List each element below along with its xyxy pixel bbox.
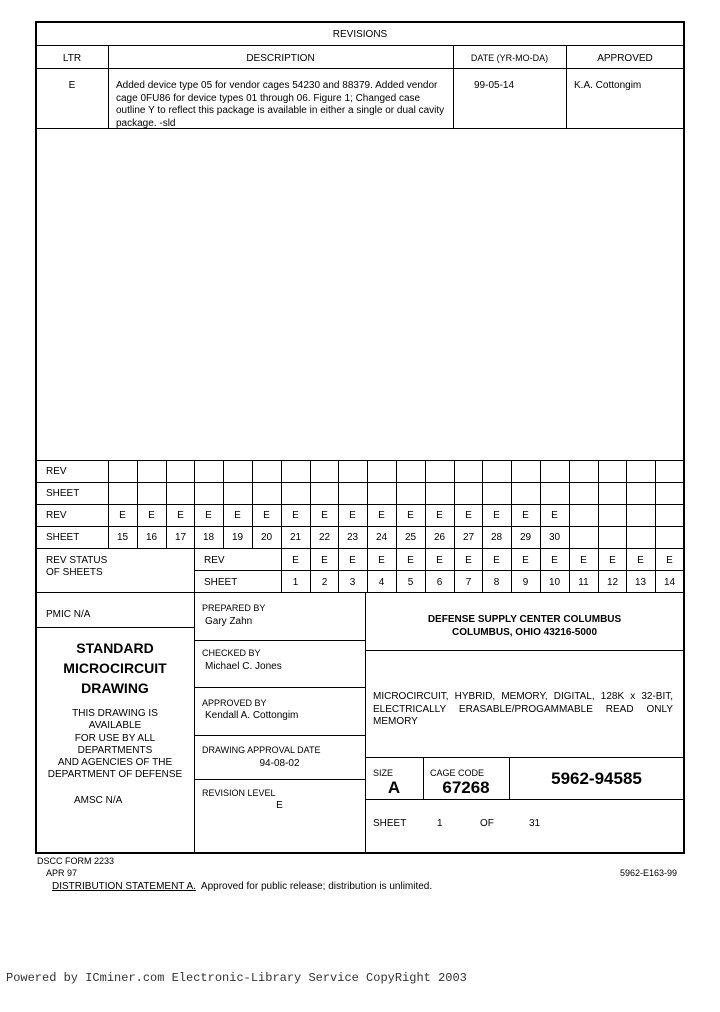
watermark: Powered by ICminer.com Electronic-Library Service CopyRight 2003	[6, 971, 467, 985]
availability-line: THIS DRAWING IS	[72, 708, 158, 719]
availability-line: AND AGENCIES OF THE	[57, 757, 173, 769]
header-description: DESCRIPTION	[246, 53, 315, 64]
distribution-statement	[52, 881, 432, 892]
status-sheet-cell: 7	[465, 577, 472, 588]
sheet-number: 1	[437, 818, 443, 829]
status-rev-cell: E	[522, 555, 529, 566]
status-rev-cell: E	[292, 555, 299, 566]
row-label-rev-1: REV	[46, 466, 67, 477]
rev-cell: E	[321, 510, 328, 521]
distribution-label: DISTRIBUTION STATEMENT A.	[52, 881, 196, 892]
revision-date: 99-05-14	[474, 80, 515, 91]
status-sheet-cell: 4	[378, 577, 385, 588]
grid-divider	[626, 460, 627, 549]
sheet-cell: 30	[548, 532, 561, 543]
availability-line: DEPARTMENTS	[77, 744, 153, 756]
sheet-cell: 27	[462, 532, 475, 543]
sheet-cell: 26	[433, 532, 446, 543]
sheet-cell: 22	[318, 532, 331, 543]
grid-divider	[655, 460, 656, 549]
pmic: PMIC N/A	[46, 609, 91, 620]
sheet-cell: 17	[174, 532, 187, 543]
checked-label: CHECKED BY	[202, 648, 261, 658]
rev-cell: E	[522, 510, 529, 521]
rev-cell: E	[263, 510, 270, 521]
revision-level: E	[276, 800, 283, 811]
sheet-cell: 15	[116, 532, 129, 543]
sheet-cell: 18	[202, 532, 215, 543]
status-rev-cell: E	[465, 555, 472, 566]
status-sheet-cell: 1	[292, 577, 299, 588]
status-rev-cell: E	[637, 555, 644, 566]
status-rev-cell: E	[321, 555, 328, 566]
grid-divider	[569, 460, 570, 549]
status-sheet-cell: 11	[578, 577, 589, 588]
rev-cell: E	[177, 510, 184, 521]
agency-address: COLUMBUS, OHIO 43216-5000	[451, 627, 598, 638]
approved-name: Kendall A. Cottongim	[205, 710, 299, 721]
cage-label: CAGE CODE	[430, 768, 485, 778]
status-sheet-cell: 5	[407, 577, 414, 588]
status-rev-cell: E	[493, 555, 500, 566]
row-label-sheet-1: SHEET	[46, 488, 80, 499]
amsc: AMSC N/A	[74, 795, 123, 806]
row-label-sheet-2: SHEET	[46, 532, 80, 543]
rev-cell: E	[148, 510, 155, 521]
rev-status-label-2: OF SHEETS	[46, 567, 103, 578]
status-sheet-cell: 10	[548, 577, 561, 588]
availability-line: FOR USE BY ALL	[74, 732, 156, 744]
revision-level-label: REVISION LEVEL	[202, 788, 276, 798]
drawing-number: 5962-94585	[551, 769, 642, 788]
rev-cell: E	[205, 510, 212, 521]
revision-description: Added device type 05 for vendor cages 54230 and 88379. Added vendor cage 0FU86 for device types 01 through 06. Figure 1; Changed case outline Y to reflect this package is available in either a single or dual cavity package. -sld	[116, 80, 445, 129]
revision-approver: K.A. Cottongim	[574, 80, 642, 91]
standard-title-line: STANDARD	[76, 640, 154, 656]
approval-date-label: DRAWING APPROVAL DATE	[202, 745, 321, 755]
status-sheet-cell: 2	[321, 577, 328, 588]
distribution-text: Approved for public release; distribution is unlimited.	[195, 881, 433, 892]
header-approved: APPROVED	[597, 53, 653, 64]
standard-title-line: DRAWING	[81, 680, 149, 696]
rev-cell: E	[465, 510, 472, 521]
status-rev-cell: E	[407, 555, 414, 566]
sheet-cell: 28	[490, 532, 503, 543]
status-sheet-cell: 14	[663, 577, 676, 588]
form-date: APR 97	[46, 868, 78, 878]
status-rev-cell: E	[580, 555, 587, 566]
approved-label: APPROVED BY	[202, 698, 267, 708]
row-label-rev-2: REV	[46, 510, 67, 521]
availability-statement	[36, 708, 194, 782]
prepared-label: PREPARED BY	[202, 603, 266, 613]
agency-name: DEFENSE SUPPLY CENTER COLUMBUS	[427, 614, 622, 625]
status-rev-cell: E	[378, 555, 385, 566]
sheet-cell: 24	[375, 532, 388, 543]
document-code: 5962-E163-99	[620, 868, 678, 878]
rev-status-rev-label: REV	[204, 555, 225, 566]
status-rev-cell: E	[666, 555, 673, 566]
status-sheet-cell: 13	[634, 577, 647, 588]
header-ltr: LTR	[62, 53, 82, 64]
form-number: DSCC FORM 2233	[37, 856, 115, 866]
sheet-cell: 25	[404, 532, 417, 543]
status-sheet-cell: 8	[493, 577, 500, 588]
status-rev-cell: E	[609, 555, 616, 566]
rev-cell: E	[378, 510, 385, 521]
sheet-cell: 19	[231, 532, 244, 543]
availability-line: DEPARTMENT OF DEFENSE	[47, 769, 183, 781]
standard-title	[36, 638, 194, 698]
rev-cell: E	[407, 510, 414, 521]
sheet-cell: 21	[289, 532, 302, 543]
size-value: A	[387, 778, 401, 797]
grid-divider	[598, 460, 599, 549]
cage-value: 67268	[442, 778, 490, 797]
rev-status-label-1: REV STATUS	[46, 555, 108, 566]
status-sheet-cell: 6	[436, 577, 443, 588]
of-label: OF	[480, 818, 494, 829]
size-label: SIZE	[373, 768, 394, 778]
drawing-title: MICROCIRCUIT, HYBRID, MEMORY, DIGITAL, 128K x 32-BIT, ELECTRICALLY ERASABLE/PROGAMMABLE READ ONLY MEMORY	[373, 691, 673, 727]
sheet-cell: 16	[145, 532, 158, 543]
rev-cell: E	[234, 510, 241, 521]
status-rev-cell: E	[436, 555, 443, 566]
status-rev-cell: E	[349, 555, 356, 566]
sheet-cell: 20	[260, 532, 273, 543]
status-sheet-cell: 3	[349, 577, 356, 588]
sheet-cell: 23	[346, 532, 359, 543]
rev-cell: E	[493, 510, 500, 521]
header-date: DATE (YR-MO-DA)	[470, 53, 549, 63]
sheet-cell: 29	[519, 532, 532, 543]
standard-title-line: MICROCIRCUIT	[63, 660, 167, 676]
revision-letter: E	[68, 80, 76, 91]
rev-cell: E	[551, 510, 558, 521]
revisions-title: REVISIONS	[332, 29, 388, 40]
status-sheet-cell: 9	[522, 577, 529, 588]
prepared-name: Gary Zahn	[205, 616, 253, 627]
rev-cell: E	[119, 510, 126, 521]
status-sheet-cell: 12	[606, 577, 619, 588]
availability-line: AVAILABLE	[88, 720, 142, 732]
approval-date: 94-08-02	[259, 758, 300, 769]
status-rev-cell: E	[551, 555, 558, 566]
rev-cell: E	[349, 510, 356, 521]
rev-cell: E	[436, 510, 443, 521]
rev-status-sheet-label: SHEET	[204, 577, 238, 588]
checked-name: Michael C. Jones	[205, 661, 282, 672]
sheet-label: SHEET	[373, 818, 407, 829]
rev-cell: E	[292, 510, 299, 521]
total-sheets: 31	[529, 818, 541, 829]
